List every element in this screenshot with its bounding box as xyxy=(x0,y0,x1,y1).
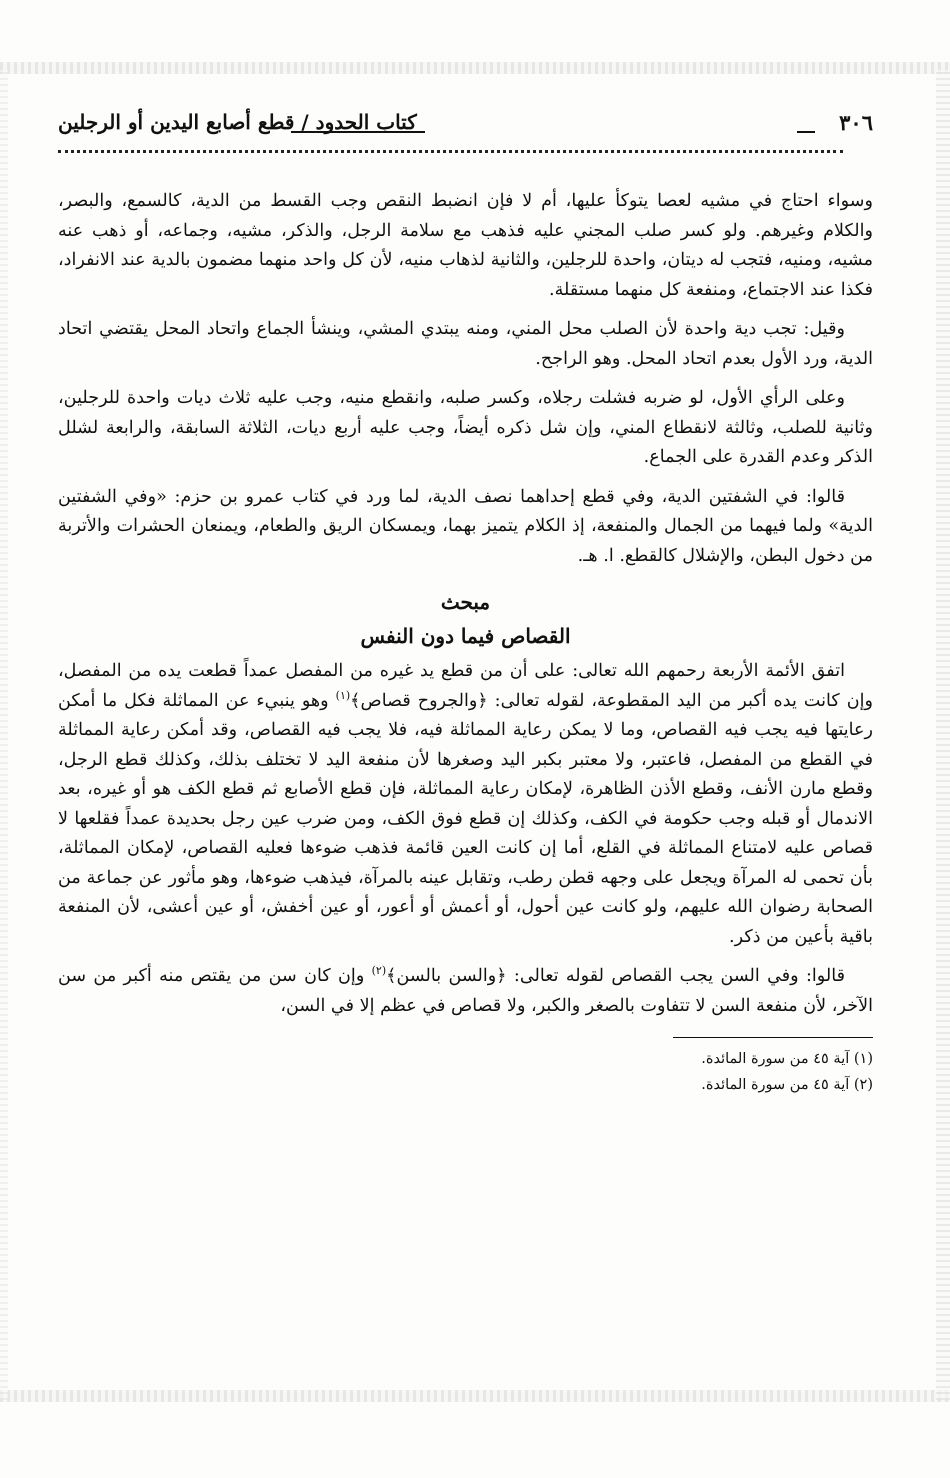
section-heading xyxy=(58,585,873,653)
footnote: (١) آية ٤٥ من سورة المائدة. xyxy=(701,1051,873,1067)
paragraph xyxy=(58,962,873,1021)
paragraph: وقيل: تجب دية واحدة لأن الصلب محل المني، ومنه يبتدي المشي، وينشأ الجماع واتحاد المحل يقتضي اتحاد الدية، ورد الأول بعدم اتحاد المحل. وهو الراجح. xyxy=(58,319,873,369)
paragraph: وعلى الرأي الأول، لو ضربه فشلت رجلاه، وكسر صلبه، وانقطع منيه، وجب عليه ثلاث ديات واحدة للرجلين، وثانية للصلب، وثالثة لانقطاع المني، وإن شل ذكره أيضاً، وجب عليه أربع ديات، الثلاثة السابقة، والرابعة لشلل الذكر وعدم القدرة على الجماع. xyxy=(58,388,873,467)
scan-edge-left xyxy=(0,70,8,1400)
paragraph xyxy=(58,657,873,952)
scan-edge-right xyxy=(936,70,950,1400)
header-dotted-rule xyxy=(58,150,843,153)
paragraph-text: وهو ينبيء عن المماثلة فكل ما أمكن رعايتها فيه يجب فيه القصاص، وما لا يمكن رعاية المماثلة فيه، فلا يجب فيه القصاص، وقد أمكن رعاية المماثلة في القطع من المفصل، فاعتبر، ولا معتبر بكبر اليد وصغرها لأن منفعة اليد لا تختلف بذلك، وكذلك قطع الرجل، وقطع مارن الأنف، وقطع الأذن الظاهرة، لإمكان رعاية المماثلة، فإن قطع الأصابع ثم قطع الكف هو أو غيره، بعد الاندمال أو قبله وجب حكومة في الكف، وكذلك إن قطع فوق الكف، ومن ضرب عين رجل بحديدة عمداً فقلعها لا قصاص عليه لامتناع المماثلة في القلع، أما إن كانت العين قائمة فذهب ضوءها فعليه القصاص، لإمكان المماثلة، بأن تحمى له المرآة ويجعل على وجهه قطن رطب، وتقابل عينه بالمرآة، فيذهب ضوءها، وهو مأثور عن جماعة من الصحابة رضوان الله عليهم، ولو كانت عين أحول، أو أعمش أو أعور، أو عين أخفش، أو عين أعشى، لأن المنفعة باقية بأعين من ذكر. xyxy=(58,690,874,947)
page-body xyxy=(58,187,873,1021)
header-title: كتاب الحدود / قطع أصابع اليدين أو الرجلين xyxy=(58,110,417,134)
book-page xyxy=(58,104,873,1098)
page-number: ٣٠٦ xyxy=(839,110,873,135)
footnotes xyxy=(58,1046,873,1098)
paragraph-text: اتفق الأئمة الأربعة رحمهم الله تعالى: على أن من قطع يد غيره من المفصل عمداً قطعت يده من المفصل، وإن كانت يده أكبر من اليد المقطوعة، لقوله تعالى: ﴿والجروح قصاص﴾ xyxy=(58,661,873,711)
footnote-ref[interactable]: (٢) xyxy=(371,964,387,978)
running-header xyxy=(58,104,873,144)
section-label: مبحث xyxy=(440,590,491,614)
footnote-ref[interactable]: (١) xyxy=(335,688,351,702)
paragraph-text: وإن كان سن من يقتص منه أكبر من سن الآخر، لأن منفعة السن لا تتفاوت بالصغر والكبر، ولا قصاص في عظم إلا في السن، xyxy=(58,966,873,1016)
scan-edge-bottom xyxy=(0,1390,950,1402)
paragraph-text: قالوا: وفي السن يجب القصاص لقوله تعالى: ﴿والسن بالسن﴾ xyxy=(386,966,845,986)
paragraph: قالوا: في الشفتين الدية، وفي قطع إحداهما نصف الدية، لما ورد في كتاب عمرو بن حزم: «وفي الشفتين الدية» ولما فيهما من الجمال والمنفعة، إذ الكلام يتميز بهما، ويمسكان الريق والطعام، ويمنعان الحشرات والأتربة من دخول البطن، والإشلال كالقطع. ا. هـ. xyxy=(58,486,873,566)
scan-edge-top xyxy=(0,62,950,74)
footnote-separator xyxy=(673,1037,873,1038)
paragraph: وسواء احتاج في مشيه لعصا يتوكأ عليها، أم لا فإن انضبط النقص وجب القسط من الدية، كالسمع، والبصر، والكلام وغيرهم. ولو كسر صلب المجني عليه فذهب مع سلامة الرجل، والذكر، مشيه، وجماعه، أو ذهب عنه مشيه، ومنيه، فتجب له ديتان، واحدة للرجلين، والثانية لذهاب منيه، لأن كل واحد منهما مضمون بالدية عند الانفراد، فكذا عند الاجتماع، ومنفعة كل منهما مستقلة. xyxy=(58,191,873,300)
header-rule-right xyxy=(797,131,815,133)
section-title: القصاص فيما دون النفس xyxy=(360,624,571,648)
footnote: (٢) آية ٤٥ من سورة المائدة. xyxy=(701,1077,873,1093)
